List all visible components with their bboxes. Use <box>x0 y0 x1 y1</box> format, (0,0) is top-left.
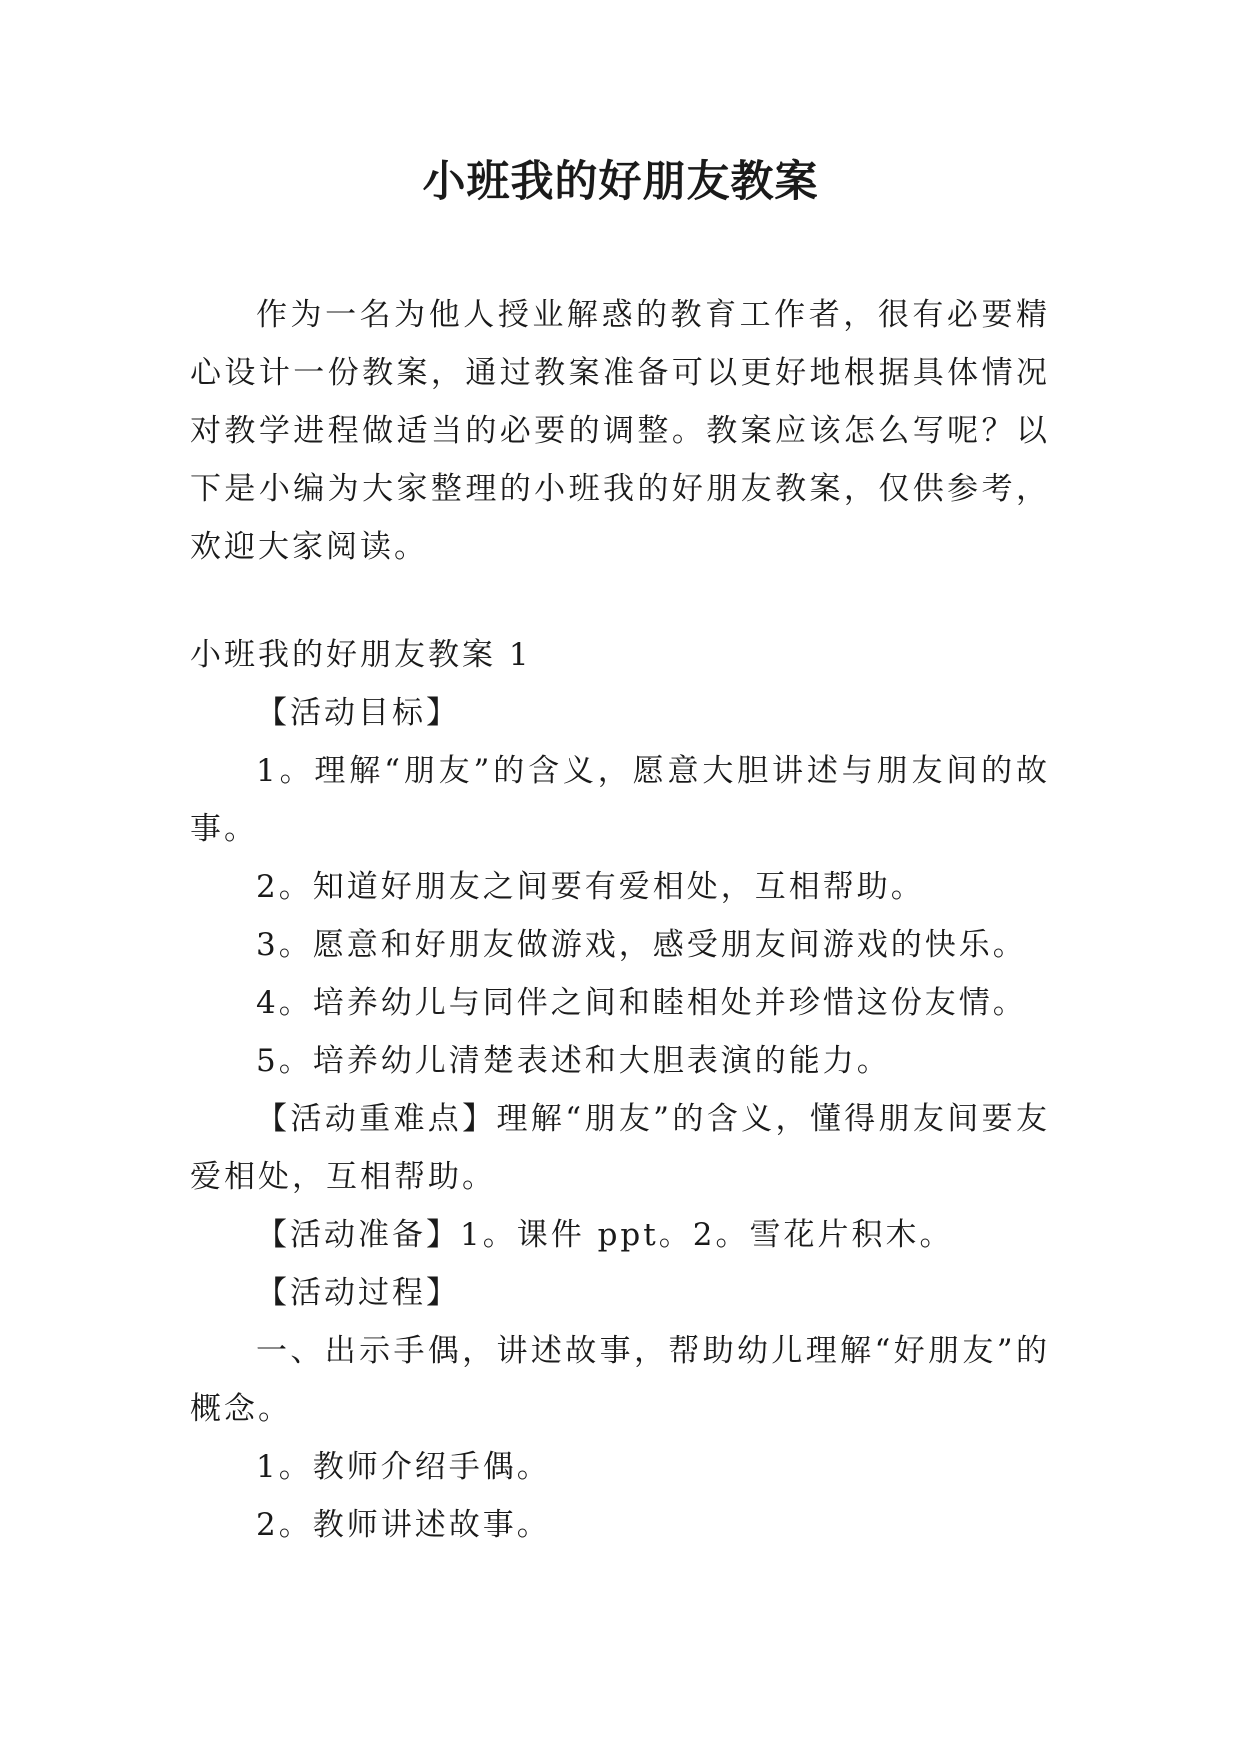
goal-item-5: 5。培养幼儿清楚表述和大胆表演的能力。 <box>256 1043 891 1079</box>
goal-item-4: 4。培养幼儿与同伴之间和睦相处并珍惜这份友情。 <box>256 985 1027 1021</box>
goal-item-3: 3。愿意和好朋友做游戏，感受朋友间游戏的快乐。 <box>256 927 1027 963</box>
intro-paragraph: 作为一名为他人授业解惑的教育工作者，很有必要精心设计一份教案，通过教案准备可以更好地根据具体情况对教学进程做适当的必要的调整。教案应该怎么写呢？以下是小编为大家整理的小班我的好朋友教案，仅供参考，欢迎大家阅读。 <box>190 297 1050 565</box>
process-step-1: 一、出示手偶，讲述故事，帮助幼儿理解“好朋友”的概念。 <box>190 1333 1050 1427</box>
process-substep-2: 2。教师讲述故事。 <box>256 1507 551 1543</box>
heading-activity-process: 【活动过程】 <box>256 1275 460 1311</box>
heading-activity-goals: 【活动目标】 <box>256 695 460 731</box>
goal-item-1: 1。理解“朋友”的含义，愿意大胆讲述与朋友间的故事。 <box>190 753 1050 847</box>
document-title: 小班我的好朋友教案 <box>422 157 819 207</box>
lesson-section <box>190 626 1050 1554</box>
goal-item-2: 2。知道好朋友之间要有爱相处，互相帮助。 <box>256 869 925 905</box>
preparation-paragraph: 【活动准备】1。课件 ppt。2。雪花片积木。 <box>256 1217 954 1253</box>
document-body <box>190 286 1050 1554</box>
section-heading: 小班我的好朋友教案 1 <box>190 637 532 673</box>
process-substep-1: 1。教师介绍手偶。 <box>256 1449 551 1485</box>
key-difficulty-paragraph: 【活动重难点】理解“朋友”的含义，懂得朋友间要友爱相处，互相帮助。 <box>190 1101 1050 1195</box>
